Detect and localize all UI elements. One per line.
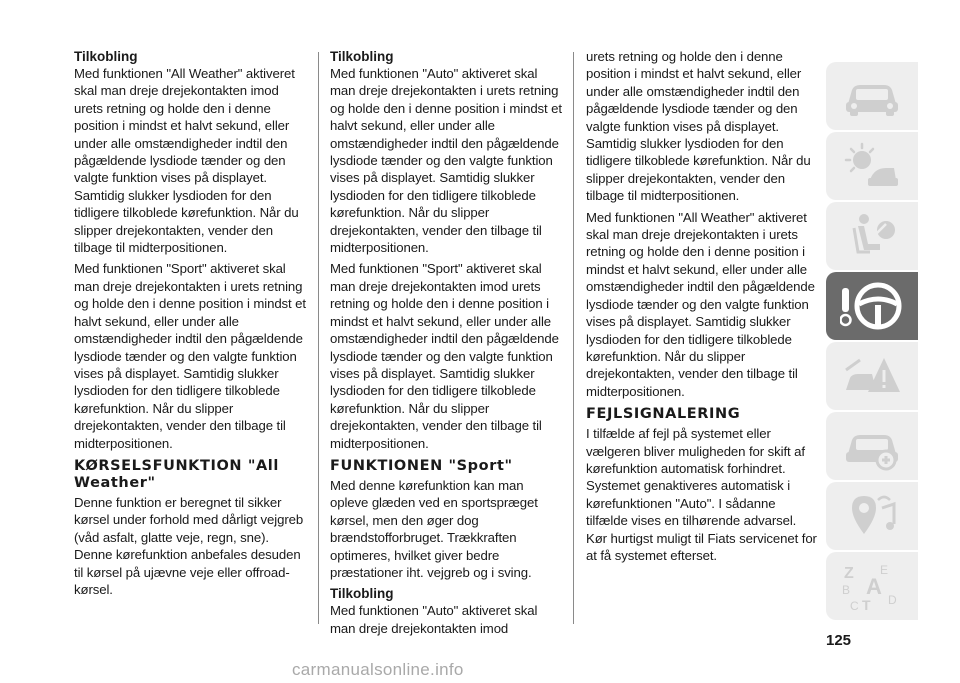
- page-number: 125: [826, 632, 852, 649]
- section-heading: KØRSELSFUNKTION "All Weather": [74, 457, 279, 491]
- tab-maintenance[interactable]: [826, 412, 918, 480]
- index-letter: T: [862, 597, 871, 612]
- paragraph: Med denne kørefunktion kan man opleve glæden ved en sportspræget kørsel, men den øger dog brændstofforbruget. Trækkraften optimeres, hvilket giver bedre præstationer iht. vejgreb og i sving.: [330, 477, 538, 580]
- section-heading: FUNKTIONEN "Sport": [330, 457, 513, 474]
- dashboard-lights-icon: [840, 140, 904, 192]
- tab-multimedia[interactable]: [826, 482, 918, 550]
- car-service-icon: [840, 420, 904, 472]
- chapter-sidebar: [826, 62, 918, 622]
- paragraph: Denne funktion er beregnet til sikker kørsel under forhold med dårligt vejgreb (våd asfalt, glatte veje, regn, sne). Denne kørefunktion anbefales desuden til kørsel på ujævne veje eller offroad-kørsel.: [74, 494, 304, 597]
- tab-driving[interactable]: [826, 272, 918, 340]
- index-letter: Z: [844, 565, 854, 582]
- paragraph: I tilfælde af fejl på systemet eller vælgeren bliver muligheden for skift af kørefunktion automatisk forhindret. Systemet genaktiveres automatisk i kørefunktionen "Auto". I sådanne tilfælde vises en tilhørende advarsel. Kør hurtigst muligt til Fiats servicenet for at få systemet efterset.: [586, 426, 817, 563]
- index-letter: D: [888, 593, 897, 607]
- index-letter: B: [842, 583, 851, 597]
- paragraph: urets retning og holde den i denne position i mindst et halvt sekund, eller under alle omstændigheder indtil den pågældende lysdiode tænder og den valgte funktion vises på displayet. Samtidig slukker lysdioden for den tidligere tilkoblede kørefunktion. Når du slipper drejekontakten, vender den tilbage til midterpositionen.: [586, 49, 811, 204]
- subheading: Tilkobling: [74, 49, 138, 64]
- car-icon: [840, 70, 904, 122]
- paragraph: Med funktionen "Auto" aktiveret skal man dreje drejekontakten i urets retning og holde den i denne position i mindst et halvt sekund, eller under alle omstændigheder indtil den pågældende lysdiode tænder og den valgte funktion vises på displayet. Samtidig slukker lysdioden for den tidligere tilkoblede kørefunktion. Når du slipper drejekontakten, vender den tilbage til midterpositionen.: [330, 66, 562, 256]
- paragraph: Med funktionen "All Weather" aktiveret skal man dreje drejekontakten i urets retning og holde den i denne position i mindst et halvt sekund, eller under alle omstændigheder indtil den pågældende lysdiode tænder og den valgte funktion vises på displayet. Samtidig slukker lysdioden for den tidligere tilkoblede kørefunktion. Når du slipper drejekontakten, vender den tilbage til midterpositionen.: [586, 209, 815, 399]
- text-column-3: [586, 48, 818, 568]
- key-steering-wheel-icon: [840, 280, 904, 332]
- index-letter: C: [850, 599, 859, 612]
- index-letter: E: [880, 563, 889, 577]
- alphabet-index-icon: [840, 560, 904, 612]
- text-column-2: [330, 48, 562, 641]
- subheading: Tilkobling: [330, 586, 394, 602]
- seat-airbag-icon: [840, 210, 904, 262]
- column-divider: [318, 52, 319, 624]
- watermark: carmanualsonline.info: [292, 660, 464, 679]
- index-letter: A: [866, 574, 882, 599]
- section-heading: FEJLSIGNALERING: [586, 406, 741, 423]
- paragraph: Med funktionen "Sport" aktiveret skal man dreje drejekontakten imod urets retning og holde den i denne position i mindst et halvt sekund, eller under alle omstændigheder indtil den pågældende lysdiode tænder og den valgte funktion vises på displayet. Samtidig slukker lysdioden for den tidligere tilkoblede kørefunktion. Når du slipper drejekontakten, vender den tilbage til midterpositionen.: [330, 261, 559, 451]
- column-divider: [573, 52, 574, 624]
- tab-dashboard[interactable]: [826, 132, 918, 200]
- tab-emergency[interactable]: [826, 342, 918, 410]
- text-column-1: [74, 48, 306, 602]
- paragraph: Med funktionen "Auto" aktiveret skal man dreje drejekontakten imod: [330, 603, 538, 636]
- paragraph: Med funktionen "All Weather" aktiveret skal man dreje drejekontakten imod urets retning og holde den i denne position i mindst et halvt sekund, eller under alle omstændigheder indtil den pågældende lysdiode tænder og den valgte funktion vises på displayet. Samtidig slukker lysdioden for den tidligere tilkoblede kørefunktion. Når du slipper drejekontakten, vender den tilbage til midterpositionen.: [74, 66, 299, 256]
- subheading: Tilkobling: [330, 49, 394, 64]
- tab-index[interactable]: [826, 552, 918, 620]
- multimedia-icon: [840, 490, 904, 542]
- tab-safety[interactable]: [826, 202, 918, 270]
- paragraph: Med funktionen "Sport" aktiveret skal man dreje drejekontakten i urets retning og holde den i denne position i mindst et halvt sekund, eller under alle omstændigheder indtil den pågældende lysdiode tænder og den valgte funktion vises på displayet. Samtidig slukker lysdioden for den tidligere tilkoblede kørefunktion. Når du slipper drejekontakten, vender den tilbage til midterpositionen.: [74, 261, 306, 451]
- tab-car[interactable]: [826, 62, 918, 130]
- warning-triangle-car-icon: [840, 350, 904, 402]
